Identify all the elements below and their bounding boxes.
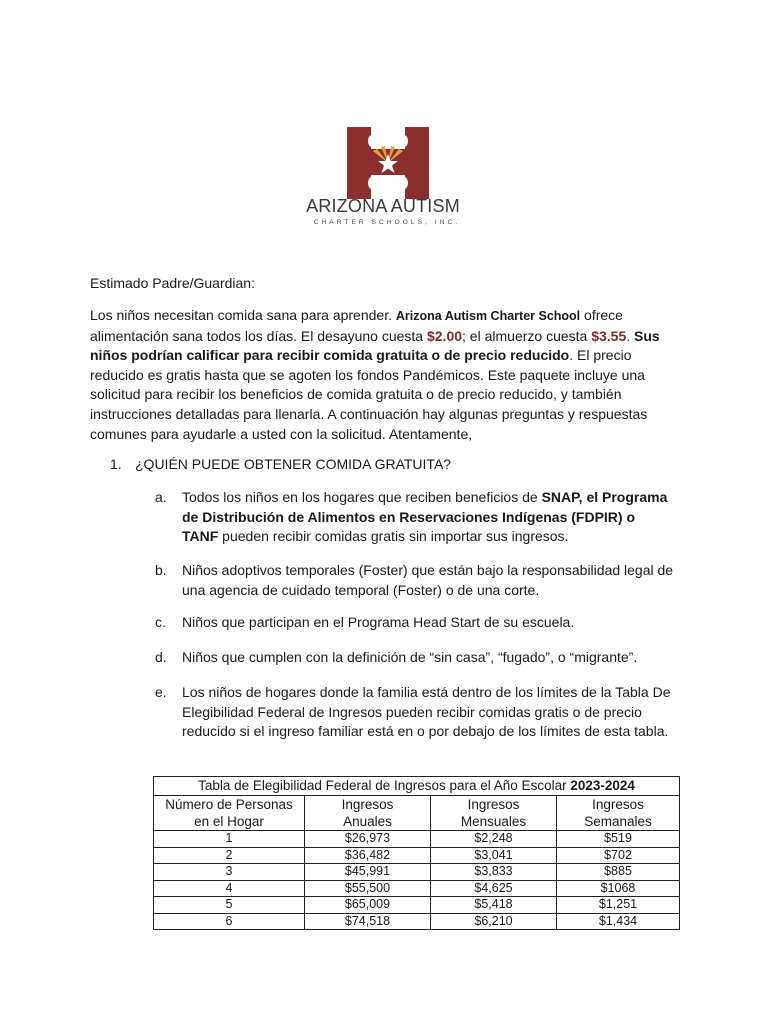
greeting: Estimado Padre/Guardian: bbox=[90, 275, 255, 291]
cell-household-size: 5 bbox=[154, 897, 305, 914]
list-item-b bbox=[155, 561, 675, 600]
table-header-row bbox=[154, 796, 680, 831]
item-text: Niños adoptivos temporales (Foster) que están bajo la responsabilidad legal de una agencia de cuidado temporal (Foster) o de una corte. bbox=[182, 562, 674, 598]
item-letter: b. bbox=[155, 562, 167, 578]
cell-weekly: $885 bbox=[557, 864, 680, 881]
school-name: Arizona Autism Charter School bbox=[395, 309, 581, 323]
table-caption-text: Tabla de Elegibilidad Federal de Ingresos para el Año Escolar bbox=[198, 778, 571, 793]
intro-text-2: ofrece alimentación sana todos los días. El desayuno cuesta bbox=[90, 307, 623, 344]
cell-monthly: $5,418 bbox=[431, 897, 557, 914]
header-annual bbox=[305, 796, 431, 831]
header-line: Ingresos bbox=[592, 797, 644, 812]
cell-monthly: $4,625 bbox=[431, 880, 557, 897]
intro-text-3: ; el almuerzo cuesta bbox=[462, 327, 592, 344]
cell-annual: $36,482 bbox=[305, 847, 431, 864]
list-item-a bbox=[155, 488, 675, 547]
cell-household-size: 6 bbox=[154, 913, 305, 930]
cell-annual: $65,009 bbox=[305, 897, 431, 914]
puzzle-star-logo-icon bbox=[343, 123, 433, 203]
cell-annual: $74,518 bbox=[305, 913, 431, 930]
table-caption bbox=[154, 777, 680, 796]
table-row bbox=[154, 897, 680, 914]
cell-household-size: 1 bbox=[154, 831, 305, 848]
header-line: Mensuales bbox=[460, 814, 527, 829]
header-line: Ingresos bbox=[467, 797, 520, 812]
header-line: Anuales bbox=[343, 814, 392, 829]
cell-monthly: $2,248 bbox=[431, 831, 557, 848]
table-row bbox=[154, 847, 680, 864]
cell-annual: $55,500 bbox=[305, 880, 431, 897]
cell-monthly: $3,041 bbox=[431, 847, 557, 864]
item-letter: a. bbox=[155, 489, 167, 505]
cell-household-size: 3 bbox=[154, 864, 305, 881]
header-monthly bbox=[431, 796, 557, 831]
cell-weekly: $702 bbox=[557, 847, 680, 864]
table-row bbox=[154, 880, 680, 897]
eligibility-statement: Sus niños podrían calificar para recibir comida gratuita o de precio reducido bbox=[90, 327, 660, 364]
item-letter: e. bbox=[155, 684, 167, 700]
header-line: en el Hogar bbox=[194, 814, 264, 829]
logo-name: ARIZONA AUTISM bbox=[306, 196, 460, 216]
question-number: 1. bbox=[110, 456, 122, 472]
list-item-c bbox=[155, 613, 675, 633]
header-line: Ingresos bbox=[341, 797, 394, 812]
cell-annual: $26,973 bbox=[305, 831, 431, 848]
cell-household-size: 2 bbox=[154, 847, 305, 864]
header-household-size bbox=[154, 796, 305, 831]
cell-monthly: $3,833 bbox=[431, 864, 557, 881]
header-line: Semanales bbox=[584, 814, 652, 829]
cell-monthly: $6,210 bbox=[431, 913, 557, 930]
question-text: ¿QUIÉN PUEDE OBTENER COMIDA GRATUITA? bbox=[135, 456, 452, 472]
school-year: 2023-2024 bbox=[570, 778, 635, 793]
cell-weekly: $519 bbox=[557, 831, 680, 848]
list-item-e bbox=[155, 683, 675, 742]
intro-paragraph bbox=[90, 306, 680, 444]
item-letter: d. bbox=[155, 649, 167, 665]
table-row bbox=[154, 831, 680, 848]
cell-weekly: $1068 bbox=[557, 880, 680, 897]
logo-subtitle: CHARTER SCHOOLS, INC. bbox=[313, 219, 461, 226]
cell-annual: $45,991 bbox=[305, 864, 431, 881]
item-text: Niños que participan en el Programa Head Start de su escuela. bbox=[182, 614, 575, 630]
breakfast-price: $2.00 bbox=[426, 327, 463, 344]
lunch-price: $3.55 bbox=[591, 327, 627, 344]
item-text-end: pueden recibir comidas gratis sin importar sus ingresos. bbox=[218, 528, 569, 545]
school-logo bbox=[300, 120, 470, 230]
intro-text-4: . bbox=[626, 327, 635, 344]
item-programs: SNAP, el Programa de Distribución de Alimentos en Reservaciones Indígenas (FDPIR) o TANF bbox=[182, 489, 668, 545]
question-heading bbox=[110, 456, 451, 472]
item-letter: c. bbox=[155, 614, 166, 630]
income-eligibility-table bbox=[153, 776, 680, 930]
intro-text-5: . El precio reducido es gratis hasta que se agoten los fondos Pandémicos. Este paquete incluye una solicitud para recibir los beneficios de comida gratuita o de precio reducido, y también instrucciones detalladas para llenarla. A continuación hay algunas preguntas y respuestas comunes para ayudarle a usted con la solicitud. Atentamente, bbox=[90, 347, 648, 442]
table-row bbox=[154, 864, 680, 881]
item-text: Niños que cumplen con la definición de “sin casa”, “fugado”, o “migrante”. bbox=[182, 649, 638, 665]
list-item-d bbox=[155, 648, 675, 668]
header-weekly bbox=[557, 796, 680, 831]
item-text: Los niños de hogares donde la familia está dentro de los límites de la Tabla De Elegibilidad Federal de Ingresos pueden recibir comidas gratis o de precio reducido si el ingreso familiar está en o por debajo de los límites de esta tabla. bbox=[182, 684, 671, 740]
table-row bbox=[154, 913, 680, 930]
intro-text-1: Los niños necesitan comida sana para aprender. bbox=[90, 307, 396, 323]
table-caption-row bbox=[154, 777, 680, 796]
cell-weekly: $1,434 bbox=[557, 913, 680, 930]
header-line: Número de Personas bbox=[165, 797, 293, 812]
item-text: Todos los niños en los hogares que reciben beneficios de bbox=[182, 489, 542, 505]
cell-household-size: 4 bbox=[154, 880, 305, 897]
cell-weekly: $1,251 bbox=[557, 897, 680, 914]
